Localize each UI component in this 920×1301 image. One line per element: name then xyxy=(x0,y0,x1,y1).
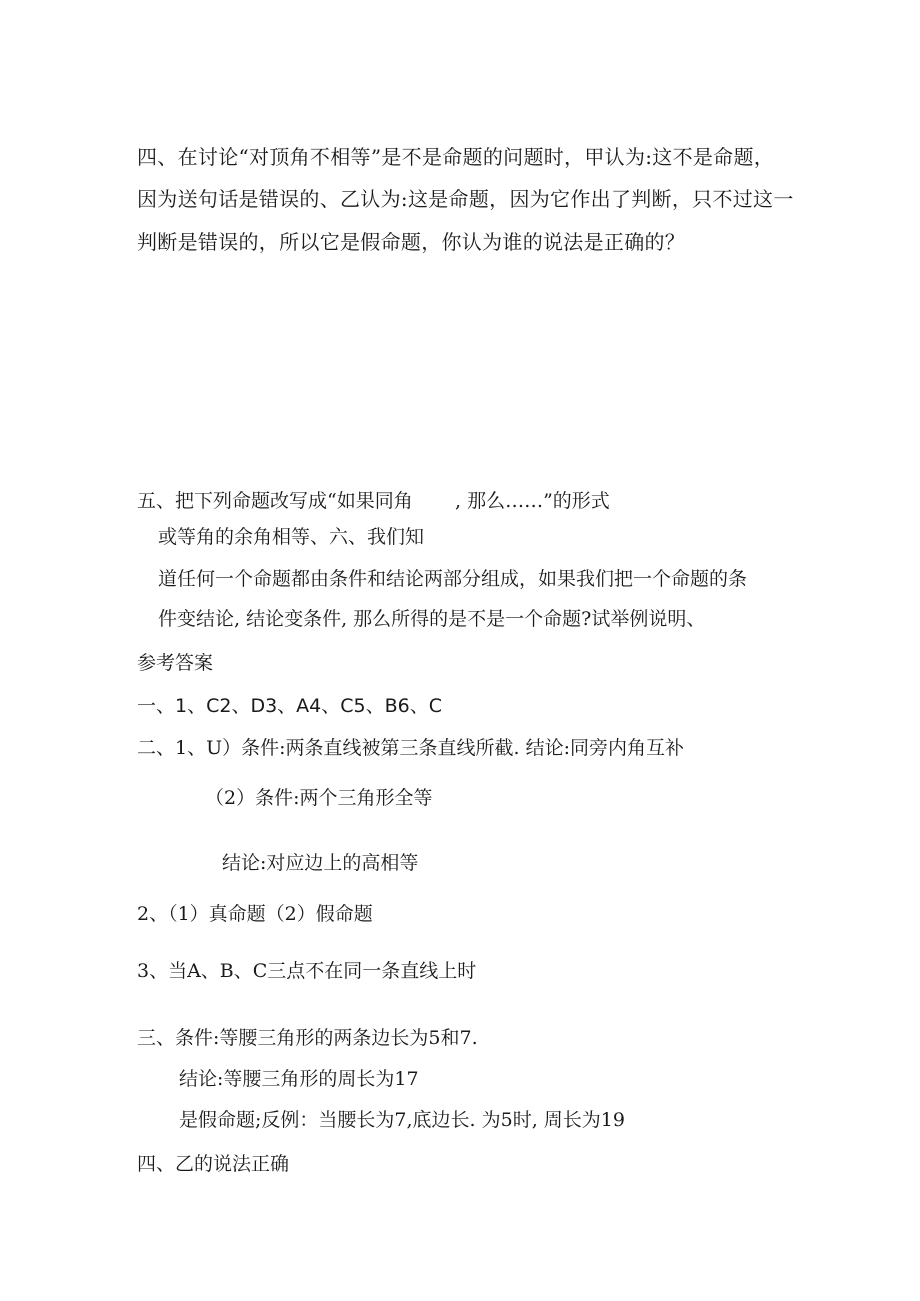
answer-section-1: 一、1、C2、D3、A4、C5、B6、C xyxy=(137,695,442,717)
question-5-line-1a: 五、把下列命题改写成“如果同角 xyxy=(137,490,413,512)
answer-section-2-item-2: 2、（1）真命题（2）假命题 xyxy=(137,903,373,925)
question-5-line-2: 或等角的余角相等、六、我们知 xyxy=(158,526,425,548)
answers-heading: 参考答案 xyxy=(137,652,214,674)
answer-section-2-line-2: （2）条件:两个三角形全等 xyxy=(205,787,433,809)
question-4-line-3: 判断是错误的，所以它是假命题，你认为谁的说法是正确的？ xyxy=(137,230,686,254)
answer-section-2-line-3: 结论:对应边上的高相等 xyxy=(222,852,419,874)
question-4-line-2: 因为送句话是错误的、乙认为:这是命题，因为它作出了判断，只不过这一 xyxy=(137,187,794,211)
answer-section-3-line-3: 是假命题;反例：当腰长为7,底边长. 为5时, 周长为19 xyxy=(179,1109,625,1131)
question-6-line-1: 道任何一个命题都由条件和结论两部分组成，如果我们把一个命题的条 xyxy=(158,568,748,590)
answer-section-3-line-1: 三、条件:等腰三角形的两条边长为5和7. xyxy=(137,1027,478,1049)
question-5-line-1b: , 那么……”的形式 xyxy=(455,490,610,512)
answer-section-2-line-1: 二、1、U）条件:两条直线被第三条直线所截. 结论:同旁内角互补 xyxy=(137,737,684,759)
answer-section-3-line-2: 结论:等腰三角形的周长为17 xyxy=(179,1068,419,1090)
answer-section-4: 四、乙的说法正确 xyxy=(137,1153,290,1175)
question-4-line-1: 四、在讨论“对顶角不相等”是不是命题的问题时，甲认为:这不是命题， xyxy=(137,145,775,169)
question-6-line-2: 件变结论, 结论变条件, 那么所得的是不是一个命题?试举例说明、 xyxy=(158,608,706,630)
answer-section-2-item-3: 3、当A、B、C三点不在同一条直线上时 xyxy=(137,960,477,982)
